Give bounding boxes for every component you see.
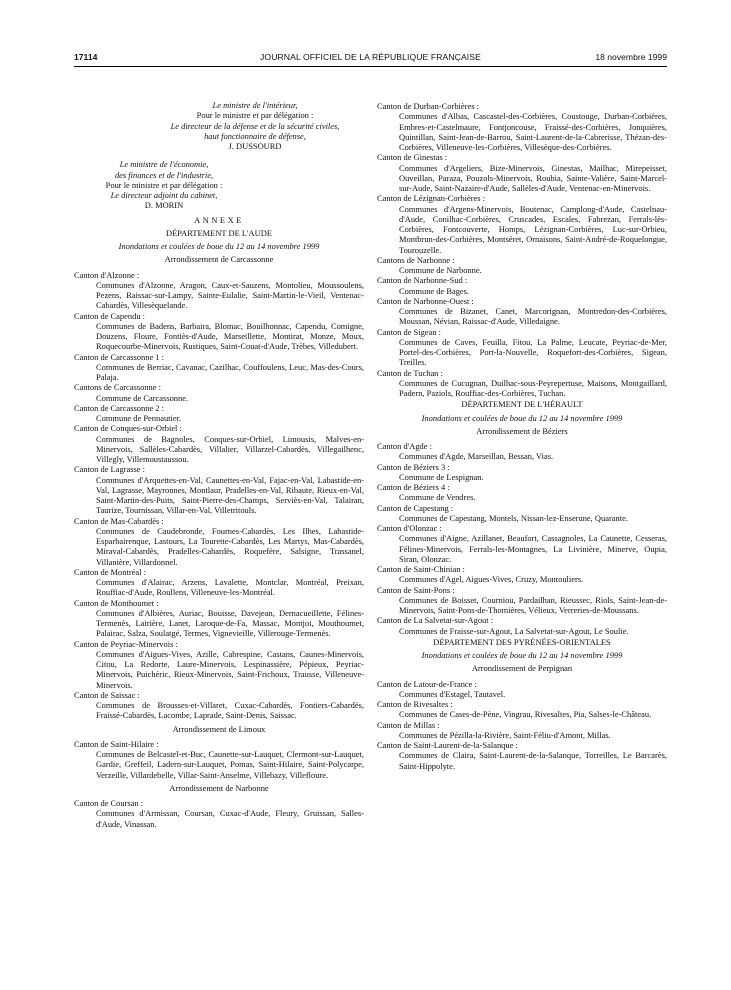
issue-date: 18 novembre 1999 bbox=[595, 52, 667, 62]
communes-list: Commune de Lespignan. bbox=[399, 471, 484, 482]
canton-heading: Canton de Lagrasse : bbox=[74, 464, 145, 475]
communes-list: Communes de Belcastel-et-Buc, Caunette-sur-Lauquet, Clermont-sur-Lauquet, Gardie, Greffeil, Ladern-sur-Lauquet, Pomas, Saint-Hilaire, Saint-Polycarpe, Verzeille, Villardebelle, Villar-Saint-Anselme, Villebazy, Villefloure. bbox=[96, 749, 364, 780]
department-heading: DÉPARTEMENT DE L'HÉRAULT bbox=[461, 399, 583, 410]
canton-heading: Canton de Saint-Chinian : bbox=[377, 564, 465, 574]
canton-heading: Canton de Béziers 4 : bbox=[377, 482, 450, 492]
communes-list: Commune de Bages. bbox=[399, 285, 470, 296]
canton-heading: Canton de Capendu : bbox=[74, 310, 146, 321]
canton-heading: Canton de Durban-Corbières : bbox=[377, 101, 479, 111]
communes-list: Communes de Boisset, Courniou, Pardailhan, Rieussec, Riols, Saint-Jean-de-Minervois, Saint-Pons-de-Thomières, Vélieux, Verreries-de-Moussans. bbox=[399, 594, 667, 615]
communes-list: Communes d'Agde, Marseillan, Bessan, Vias. bbox=[399, 451, 554, 462]
communes-list: Communes d'Alairac, Arzens, Lavalette, Montclar, Montréal, Preixan, Rouffiac-d'Aude, Roullens, Villeneuve-les-Montréal. bbox=[96, 577, 364, 598]
department-heading: DÉPARTEMENT DE L'AUDE bbox=[165, 227, 272, 238]
canton-heading: Canton de Mas-Cabardès : bbox=[74, 515, 164, 526]
communes-list: Communes de Caves, Feuilla, Fitou, La Palme, Leucate, Peyriac-de-Mer, Portel-des-Corbières, Port-la-Nouvelle, Roquefort-des-Corbières, Sigean, Treilles. bbox=[399, 336, 667, 368]
left-column bbox=[74, 100, 364, 829]
canton-heading: Canton de Narbonne-Ouest : bbox=[377, 295, 474, 306]
signature-line: J. DUSSOURD bbox=[228, 141, 282, 151]
communes-list: Communes de Bizanet, Canet, Marcorignan, Montredon-des-Corbières, Moussan, Névian, Raissac-d'Aude, Villedaigne. bbox=[399, 306, 667, 327]
department-heading: DÉPARTEMENT DES PYRÉNÉES-ORIENTALES bbox=[433, 636, 611, 647]
arrondissement-heading: Arrondissement de Limoux bbox=[172, 723, 266, 734]
communes-list: Communes d'Argens-Minervois, Boutenac, Camplong-d'Aude, Castelnau-d'Aude, Conilhac-Corbières, Cruscades, Escales, Fabrezan, Ferrals-lès-Corbières, Fontcouverte, Homps, Lézignan-Corbières, Luc-sur-Orbieu, Montbrun-des-Corbières, Montséret, Ornaisons, Saint-André-de-Roquelongue, Tourouzelle. bbox=[399, 203, 667, 255]
canton-heading: Canton d'Alzonne : bbox=[74, 269, 140, 280]
communes-list: Communes d'Argeliers, Bize-Minervois, Ginestas, Mailhac, Mirepeisset, Ouveillan, Paraza, Pouzols-Minervois, Roubia, Sainte-Valière, Saint-Marcel-sur-Aude, Saint-Nazaire-d'Aude, Sallèles-d'Aude, Ventenac-en-Minervois. bbox=[399, 162, 667, 193]
communes-list: Communes de Claira, Saint-Laurent-de-la-Salanque, Torreilles, Le Barcarès, Saint-Hippolyte. bbox=[399, 750, 667, 771]
canton-heading: Canton de Monthoumet : bbox=[74, 597, 159, 608]
communes-list: Communes de Pézilla-la-Rivière, Saint-Féliu-d'Amont, Millas. bbox=[399, 729, 611, 740]
communes-list: Communes de Caudebronde, Fournes-Cabardès, Les Ilhes, Labastide-Esparbairenque, Lastours, La Tourette-Cabardès, Les Martys, Mas-Cabardès, Miraval-Cabardès, Pradelles-Cabardès, Roquefère, Salsigne, Trassanel, Villanière, Villardonnel. bbox=[96, 525, 364, 567]
canton-heading: Cantons de Carcassonne : bbox=[74, 382, 161, 393]
canton-heading: Canton de Conques-sur-Orbiel : bbox=[74, 423, 182, 434]
signature-line: Le ministre de l'économie, bbox=[119, 159, 209, 170]
signature-block-interior bbox=[74, 100, 364, 151]
page-number: 17114 bbox=[74, 52, 98, 62]
arrondissement-heading: Arrondissement de Carcassonne bbox=[164, 254, 274, 265]
communes-list: Communes d'Agel, Aigues-Vives, Cruzy, Montouliers. bbox=[399, 574, 584, 585]
communes-list: Commune de Vendres. bbox=[399, 492, 476, 503]
canton-heading: Canton de Carcassonne 1 : bbox=[74, 351, 164, 362]
canton-heading: Canton d'Agde : bbox=[377, 441, 432, 451]
annexe-title: ANNEXE bbox=[194, 214, 244, 225]
communes-list: Communes de Fraisse-sur-Agout, La Salvetat-sur-Agout, Le Soulie. bbox=[399, 625, 629, 636]
communes-list: Commune de Narbonne. bbox=[399, 265, 482, 275]
event-description: Inondations et coulées de boue du 12 au 14 novembre 1999 bbox=[421, 650, 623, 660]
canton-heading: Canton de Narbonne-Sud : bbox=[377, 275, 468, 286]
canton-heading: Canton de Saint-Laurent-de-la-Salanque : bbox=[377, 740, 518, 750]
canton-heading: Canton de Saint-Pons : bbox=[377, 584, 455, 595]
signature-line: des finances et de l'industrie, bbox=[114, 169, 214, 180]
canton-heading: Canton de Lézignan-Corbières : bbox=[377, 193, 486, 204]
communes-list: Communes d'Arquettes-en-Val, Caunettes-en-Val, Fajac-en-Val, Labastide-en-Val, Lagrasse, Mayronnes, Montlaur, Pradelles-en-Val, Ribaute, Rieux-en-Val, Saint-Martin-des-Puits, Saint-Pierre-des-Champs, Serviès-en-Val, Talairan, Taurize, Tournissan, Villar-en-Val, Villetritouls. bbox=[96, 474, 364, 516]
signature-block-economy bbox=[74, 159, 254, 210]
communes-list: Communes d'Albas, Cascastel-des-Corbières, Coustouge, Durban-Corbières, Embres-et-Castelmaure, Fontjoncouse, Fraissé-des-Corbières, Jonquières, Quintillan, Saint-Jean-de-Barrou, Saint-Laurent-de-la-Cabrerisse, Thézan-des-Corbières, Villeneuve-les-Corbières, Villesèque-des-Corbières. bbox=[399, 111, 667, 152]
signature-line: haut fonctionnaire de défense, bbox=[204, 130, 306, 141]
canton-heading: Canton de Coursan : bbox=[74, 798, 144, 808]
signature-line: Pour le ministre et par délégation : bbox=[105, 179, 223, 190]
communes-list: Communes d'Aigues-Vives, Azille, Cabrespine, Castans, Caunes-Minervois, Citou, La Redorte, Laure-Minervois, Lespinassière, Pépieux, Peyriac-Minervois, Puichéric, Rieux-Minervois, Saint-Frichoux, Trausse, Villeneuve-Minervois. bbox=[96, 648, 364, 690]
signature-line: Pour le ministre et par délégation : bbox=[196, 110, 314, 121]
communes-list: Communes d'Armissan, Coursan, Cuxac-d'Aude, Fleury, Gruissan, Salles-d'Aude, Vinassan. bbox=[96, 808, 364, 829]
canton-heading: Canton de Ginestas : bbox=[377, 152, 448, 163]
communes-list: Communes de Cases-de-Pène, Vingrau, Rivesaltes, Pia, Salses-le-Château. bbox=[399, 709, 652, 720]
canton-heading: Canton d'Olonzac : bbox=[377, 523, 442, 533]
canton-heading: Canton de Tuchan : bbox=[377, 367, 443, 378]
arrondissement-heading: Arrondissement de Béziers bbox=[476, 425, 568, 436]
signature-line: D. MORIN bbox=[144, 200, 184, 211]
right-column-body bbox=[377, 101, 667, 771]
journal-title: JOURNAL OFFICIEL DE LA RÉPUBLIQUE FRANÇAISE bbox=[260, 52, 481, 62]
communes-list: Communes d'Aigne, Azillanet, Beaufort, Cassagnoles, La Caunette, Cesseras, Félines-Minervois, Ferrals-les-Montagnes, La Livinière, Minerve, Oupia, Siran, Olonzac. bbox=[399, 533, 667, 564]
canton-heading: Canton de La Salvetat-sur-Agout : bbox=[377, 615, 494, 626]
canton-heading: Canton de Béziers 3 : bbox=[377, 461, 450, 472]
communes-list: Communes d'Estagel, Tautavel. bbox=[399, 688, 506, 699]
event-description: Inondations et coulées de boue du 12 au 14 novembre 1999 bbox=[118, 241, 320, 251]
canton-heading: Cantons de Narbonne : bbox=[377, 254, 455, 265]
communes-list: Communes de Capestang, Montels, Nissan-lez-Enserune, Quarante. bbox=[399, 512, 628, 523]
communes-list: Commune de Carcassonne. bbox=[96, 392, 189, 403]
event-description: Inondations et coulées de boue du 12 au 14 novembre 1999 bbox=[421, 412, 623, 423]
canton-heading: Canton de Sigean : bbox=[377, 326, 441, 337]
communes-list: Commune de Pennautier. bbox=[96, 413, 182, 423]
communes-list: Communes de Bagnoles, Conques-sur-Orbiel, Limousis, Malves-en-Minervois, Sallèles-Cabardès, Villalier, Villarzel-Cabardès, Villegailhenc, Villegly, Villemoustaussou. bbox=[96, 433, 364, 464]
arrondissement-heading: Arrondissement de Perpignan bbox=[471, 663, 573, 674]
communes-list: Communes de Badens, Barbaira, Blomac, Bouilhonnac, Capendu, Comigne, Douzens, Floure, Fontiès-d'Aude, Marseillette, Montirat, Monze, Moux, Roquecourbe-Minervois, Rustiques, Saint-Couat-d'Aude, Trèbes, Villedubert. bbox=[96, 320, 364, 352]
communes-list: Communes de Cucugnan, Duilhac-sous-Peyrepertuse, Maisons, Montgaillard, Padern, Paziols, Rouffiac-des-Corbières, Tuchan. bbox=[399, 377, 667, 398]
canton-heading: Canton de Rivesaltes : bbox=[377, 699, 453, 709]
arrondissement-heading: Arrondissement de Narbonne bbox=[169, 782, 269, 793]
signature-line: Le directeur de la défense et de la sécurité civiles, bbox=[170, 120, 340, 131]
right-column bbox=[377, 101, 667, 771]
canton-heading: Canton de Latour-de-France : bbox=[377, 678, 477, 689]
canton-heading: Canton de Saissac : bbox=[74, 689, 140, 700]
signature-line: Le directeur adjoint du cabinet, bbox=[110, 190, 218, 200]
canton-heading: Canton de Capestang : bbox=[377, 502, 454, 513]
canton-heading: Canton de Millas : bbox=[377, 719, 440, 730]
left-column-body bbox=[74, 228, 364, 829]
signature-line: Le ministre de l'intérieur, bbox=[212, 100, 298, 110]
canton-heading: Canton de Montréal : bbox=[74, 566, 146, 577]
canton-heading: Canton de Carcassonne 2 : bbox=[74, 402, 164, 413]
communes-list: Communes de Berriac, Cavanac, Cazilhac, Couffoulens, Leuc, Mas-des-Cours, Palaja. bbox=[96, 361, 364, 382]
communes-list: Communes de Brousses-et-Villaret, Cuxac-Cabardès, Fontiers-Cabardès, Fraissé-Cabardès, Lacombe, Laprade, Saint-Denis, Saissac. bbox=[96, 700, 364, 721]
canton-heading: Canton de Peyriac-Minervois : bbox=[74, 638, 178, 649]
communes-list: Communes d'Albières, Auriac, Bouisse, Davejean, Dernacueillette, Félines-Termenès, Lairière, Lanet, Laroque-de-Fa, Massac, Montjoi, Mouthoumet, Palairac, Salza, Soulatgé, Termes, Vignevieille, Villerouge-Termenès. bbox=[96, 607, 364, 639]
communes-list: Communes d'Alzonne, Aragon, Caux-et-Sauzens, Montolieu, Moussoulens, Pezens, Raissac-sur-Lampy, Sainte-Eulalie, Saint-Martin-le-Vieil, Ventenac-Cabardès, Villesèquelande. bbox=[96, 279, 364, 311]
canton-heading: Canton de Saint-Hilaire : bbox=[74, 738, 159, 749]
header-rule bbox=[74, 66, 667, 67]
